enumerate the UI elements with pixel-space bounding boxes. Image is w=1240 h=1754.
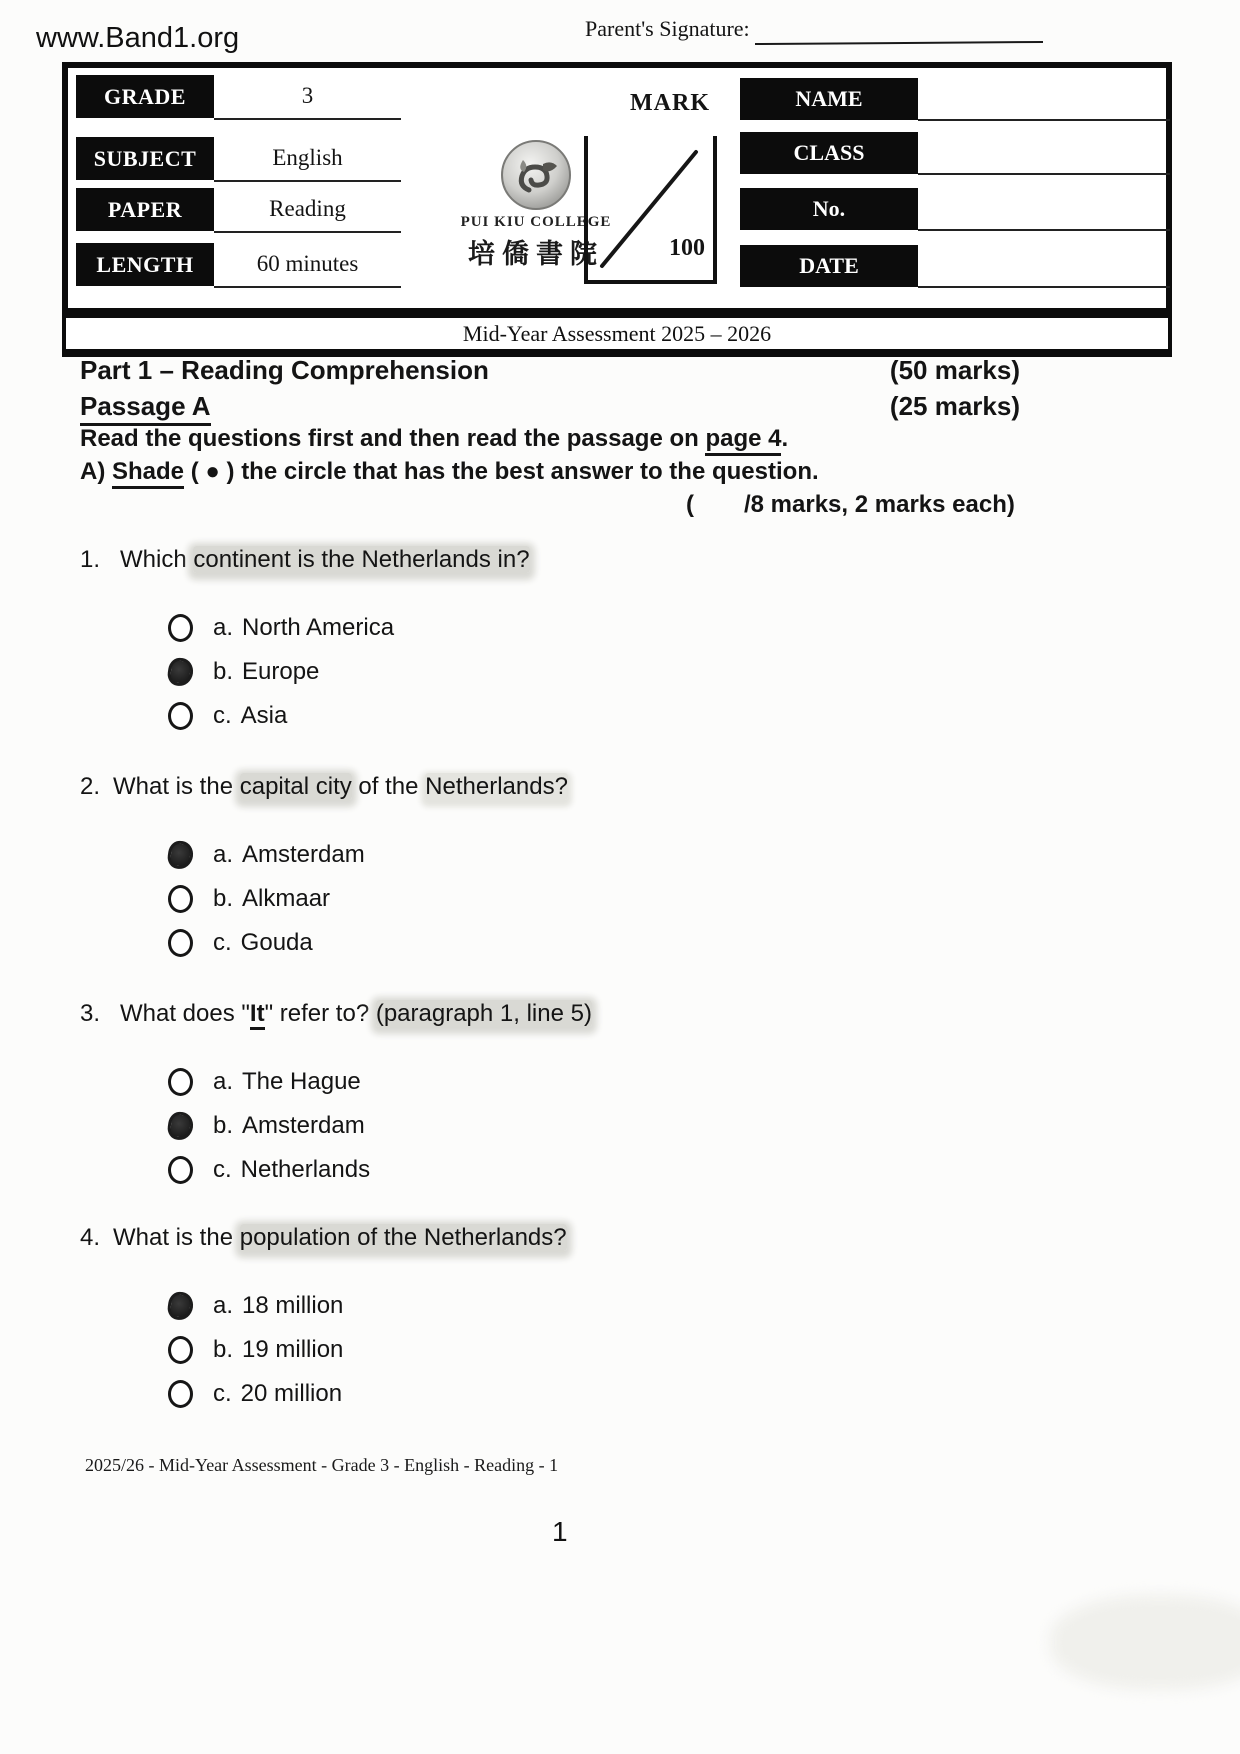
option-circle bbox=[168, 1336, 193, 1364]
read-instruction bbox=[80, 425, 788, 453]
option-circle bbox=[168, 702, 193, 730]
date-blank-line bbox=[918, 286, 1170, 288]
question-2-options bbox=[168, 842, 1040, 955]
read-instruction-text: Read the questions first and then read the passage on bbox=[80, 425, 706, 452]
option-row: c. 20 million bbox=[168, 1381, 1040, 1406]
passage-title-row bbox=[80, 391, 1020, 426]
question-1-options bbox=[168, 615, 1040, 728]
highlighted-text: (paragraph 1, line 5) bbox=[375, 1000, 592, 1027]
option-row: c. Asia bbox=[168, 703, 1040, 728]
page-number: 1 bbox=[552, 1516, 568, 1547]
option-row: b. Alkmaar bbox=[168, 886, 1040, 911]
option-row: c. Netherlands bbox=[168, 1157, 1040, 1182]
assessment-banner: Mid-Year Assessment 2025 – 2026 bbox=[62, 314, 1172, 357]
shaded-circle-glyph: ● bbox=[205, 458, 220, 485]
option-row: a. The Hague bbox=[168, 1069, 1040, 1094]
paper-value: Reading bbox=[214, 186, 401, 233]
school-name-english: PUI KIU COLLEGE bbox=[460, 214, 612, 230]
name-label: NAME bbox=[740, 78, 918, 120]
option-circle bbox=[168, 614, 193, 642]
grade-value: 3 bbox=[214, 73, 401, 120]
option-row: a. North America bbox=[168, 615, 1040, 640]
option-circle bbox=[168, 885, 193, 913]
question-3-number: 3. bbox=[80, 1000, 101, 1027]
marks-text: /8 marks, 2 marks each) bbox=[744, 491, 1015, 518]
name-blank-line bbox=[918, 119, 1170, 121]
option-row: b. Amsterdam bbox=[168, 1113, 1040, 1138]
passage-title: Passage A bbox=[80, 391, 211, 426]
mark-score-box bbox=[584, 136, 717, 284]
number-label: No. bbox=[740, 188, 918, 230]
question-4-number: 4. bbox=[80, 1224, 101, 1251]
option-circle-shaded bbox=[166, 839, 195, 870]
watermark-text: www.Band1.org bbox=[36, 22, 240, 54]
shade-instruction-prefix: A) bbox=[80, 458, 112, 485]
parent-signature-line bbox=[755, 41, 1043, 45]
shade-instruction bbox=[80, 458, 819, 486]
part-marks: (50 marks) bbox=[889, 355, 1020, 385]
subject-value: English bbox=[214, 135, 401, 182]
class-label: CLASS bbox=[740, 132, 918, 174]
option-row: a. Amsterdam bbox=[168, 842, 1040, 867]
option-circle-shaded bbox=[166, 656, 195, 687]
option-row: b. 19 million bbox=[168, 1337, 1040, 1362]
emphasized-pronoun: It bbox=[250, 1000, 265, 1030]
school-logo-emblem-icon bbox=[499, 138, 573, 212]
option-circle bbox=[168, 1068, 193, 1096]
mark-label: MARK bbox=[630, 90, 710, 116]
option-circle bbox=[168, 1380, 193, 1408]
marks-open-paren: ( bbox=[686, 491, 694, 518]
paper-label: PAPER bbox=[76, 188, 214, 231]
parent-signature-label: Parent's Signature: bbox=[585, 16, 750, 41]
part-title: Part 1 – Reading Comprehension bbox=[80, 355, 489, 385]
question-3-options bbox=[168, 1069, 1040, 1182]
option-circle bbox=[168, 1156, 193, 1184]
section-marks-line bbox=[686, 491, 1015, 519]
footer-document-id: 2025/26 - Mid-Year Assessment - Grade 3 - English - Reading - 1 bbox=[85, 1455, 559, 1475]
question-1-text: 1. Which continent is the Netherlands in? bbox=[80, 546, 530, 573]
shade-instruction-suffix: ) the circle that has the best answer to the question. bbox=[219, 458, 819, 485]
question-4-text: 4. What is the population of the Netherlands? bbox=[80, 1224, 567, 1251]
shade-word: Shade bbox=[112, 458, 184, 489]
highlighted-text: Netherlands? bbox=[425, 773, 568, 800]
highlighted-text: population of the Netherlands? bbox=[239, 1224, 567, 1251]
grade-label: GRADE bbox=[76, 75, 214, 118]
date-label: DATE bbox=[740, 245, 918, 287]
option-row: a. 18 million bbox=[168, 1293, 1040, 1318]
mark-total-value: 100 bbox=[669, 235, 705, 261]
option-circle-shaded bbox=[166, 1110, 195, 1141]
read-instruction-page-ref: page 4 bbox=[705, 425, 781, 456]
question-3-text: 3. What does "It" refer to? (paragraph 1, line 5) bbox=[80, 1000, 1040, 1028]
option-row: c. Gouda bbox=[168, 930, 1040, 955]
exam-header-box bbox=[62, 62, 1172, 314]
question-2-number: 2. bbox=[80, 773, 101, 800]
passage-marks: (25 marks) bbox=[889, 391, 1020, 421]
question-2-text: 2. What is the capital city of the Netherlands? bbox=[80, 773, 568, 800]
length-label: LENGTH bbox=[76, 243, 214, 286]
highlighted-text: capital city bbox=[239, 773, 352, 800]
class-blank-line bbox=[918, 173, 1170, 175]
read-instruction-period: . bbox=[781, 425, 789, 452]
subject-label: SUBJECT bbox=[76, 137, 214, 180]
scan-smudge bbox=[1050, 1595, 1240, 1690]
shade-instruction-mid: ( bbox=[184, 458, 206, 485]
question-2 bbox=[80, 773, 1040, 955]
question-1-number: 1. bbox=[80, 546, 101, 573]
question-4-options bbox=[168, 1293, 1040, 1406]
question-1 bbox=[80, 546, 1040, 728]
question-3 bbox=[80, 1000, 1040, 1182]
question-4 bbox=[80, 1224, 1040, 1406]
school-name-chinese: 培僑書院 bbox=[468, 239, 604, 269]
part-title-row bbox=[80, 355, 1020, 386]
length-value: 60 minutes bbox=[214, 241, 401, 288]
number-blank-line bbox=[918, 229, 1170, 231]
option-circle-shaded bbox=[166, 1290, 195, 1321]
option-row: b. Europe bbox=[168, 659, 1040, 684]
option-circle bbox=[168, 929, 193, 957]
highlighted-text: continent is the Netherlands in? bbox=[193, 546, 530, 573]
